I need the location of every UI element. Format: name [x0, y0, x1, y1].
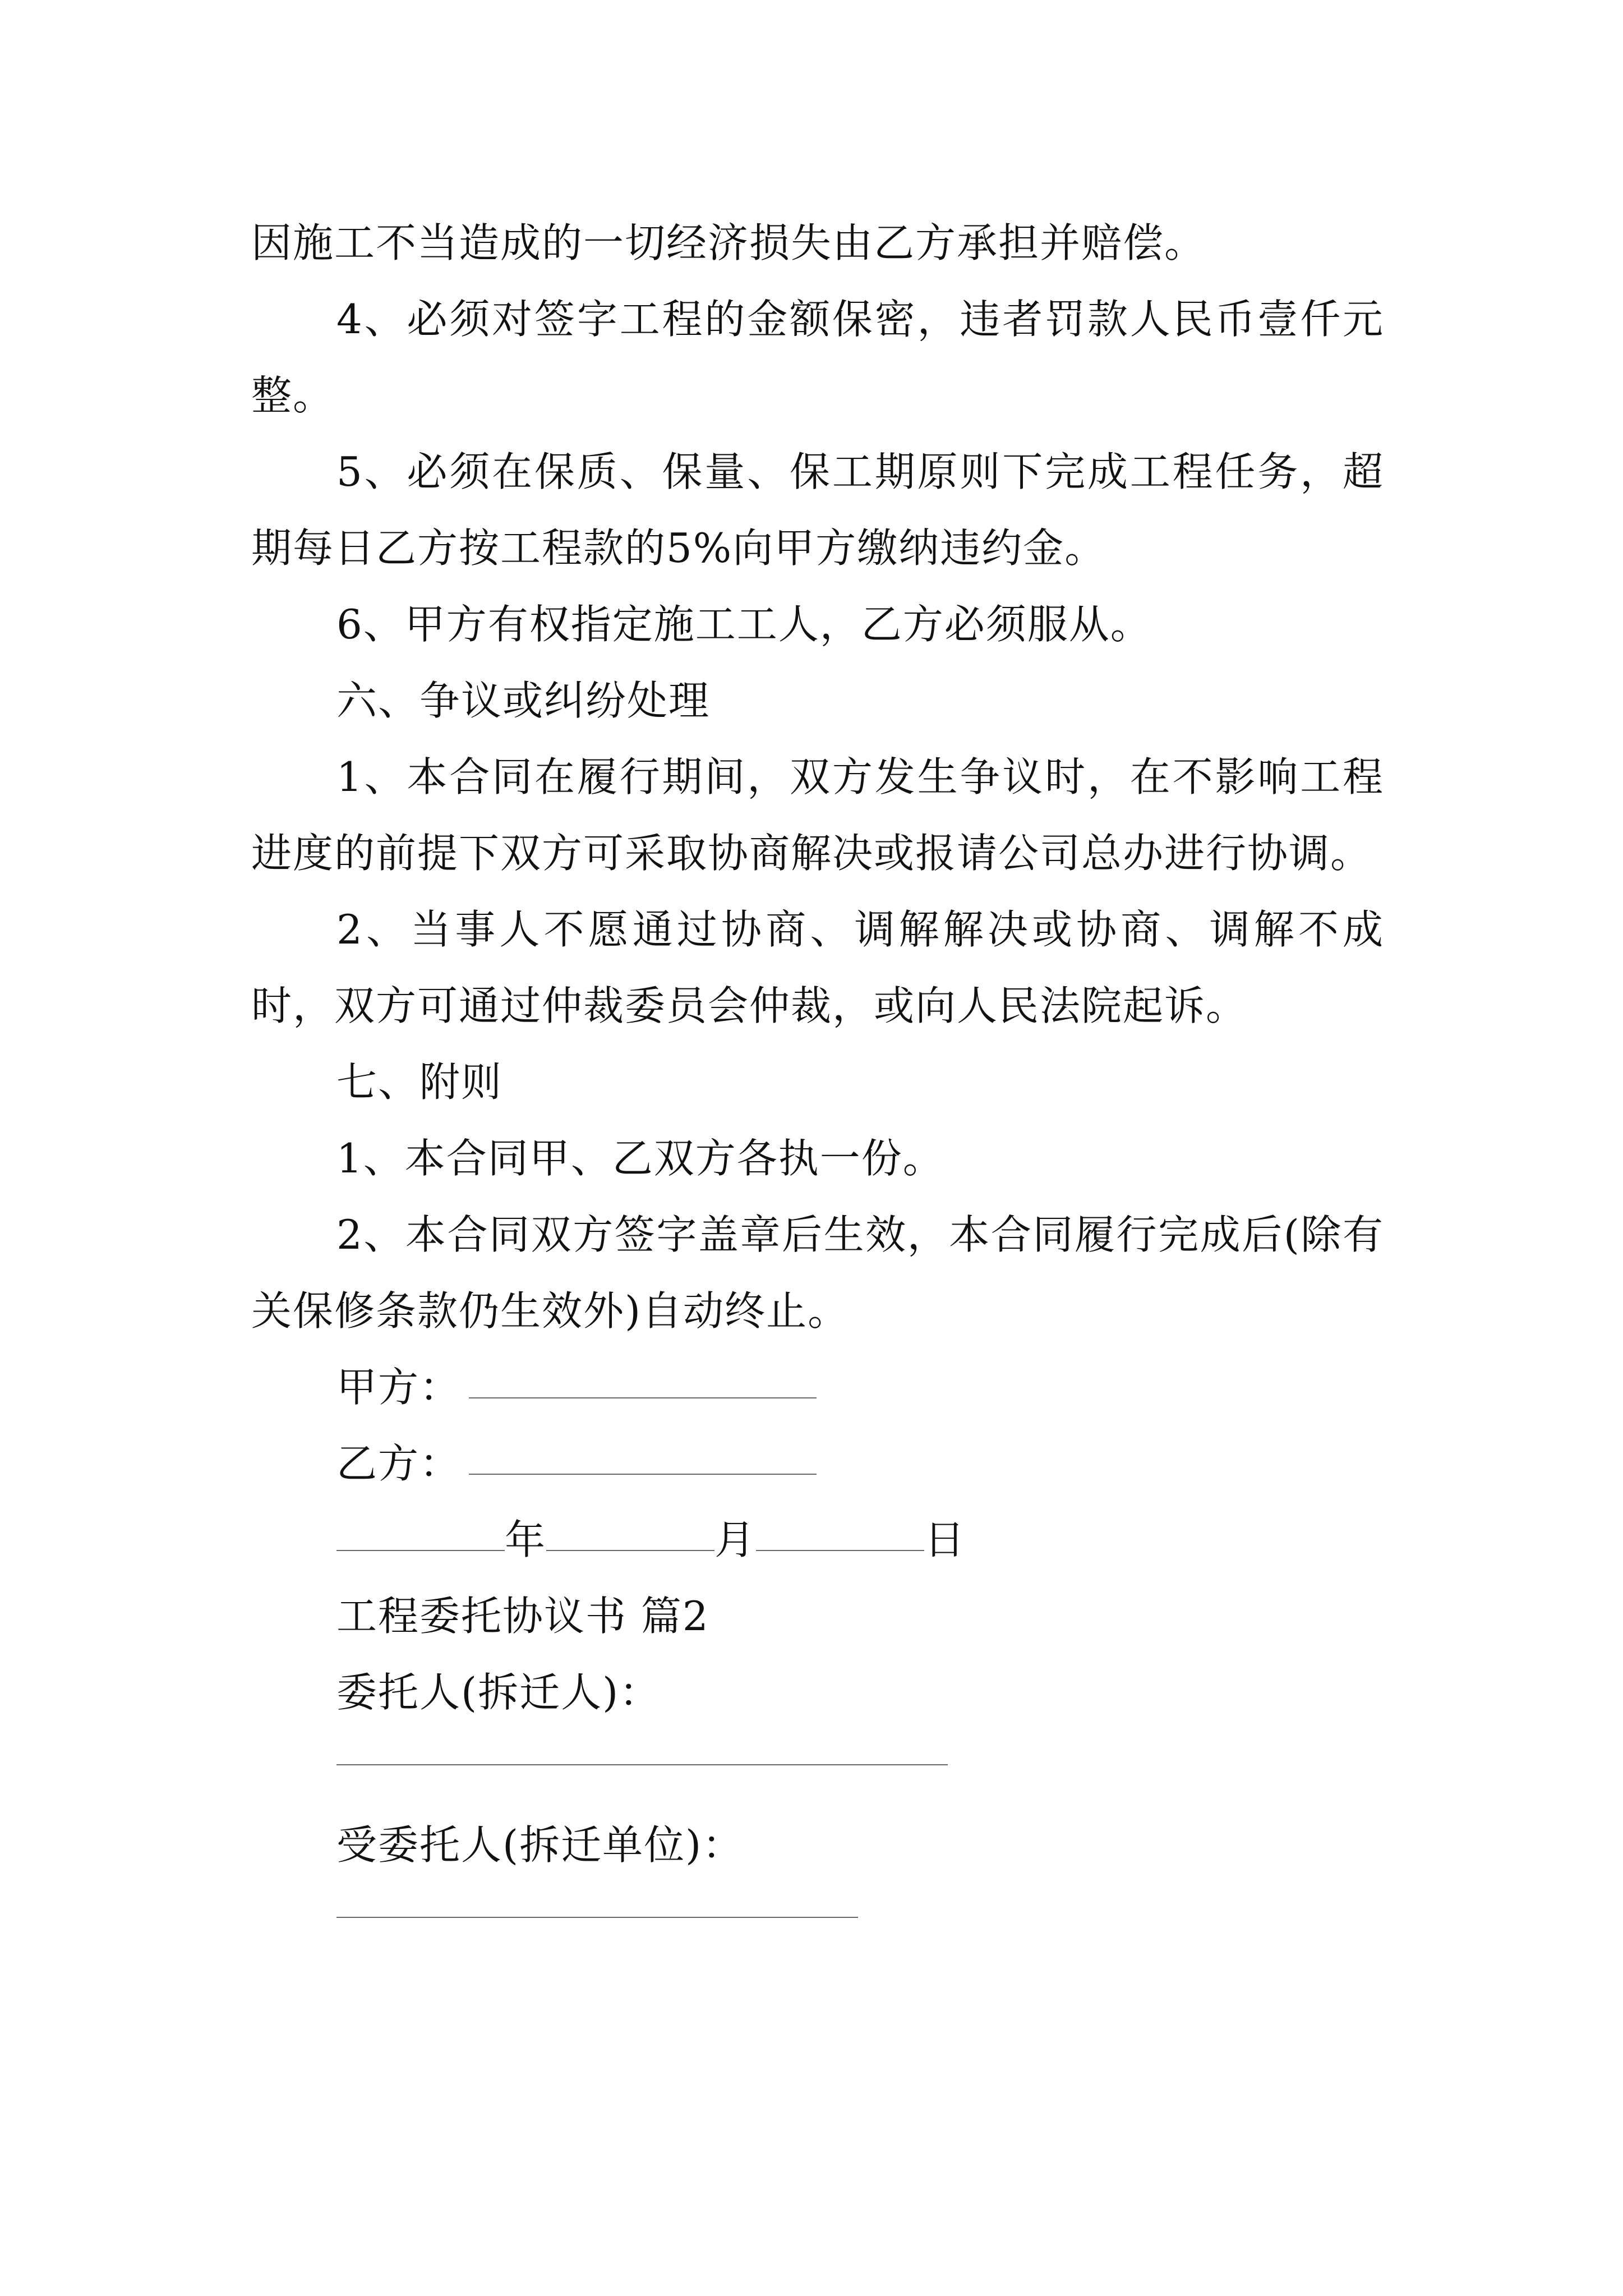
agent-blank [336, 1917, 858, 1918]
year-label: 年 [505, 1516, 547, 1563]
paragraph: 1、本合同甲、乙双方各执一份。 [336, 1135, 944, 1182]
party-a-blank[interactable] [469, 1349, 817, 1398]
year-blank[interactable] [336, 1502, 505, 1551]
party-a-label: 甲方： [336, 1364, 462, 1411]
client-blank [336, 1764, 948, 1765]
document-body [251, 205, 1384, 1959]
day-label: 日 [924, 1516, 966, 1563]
paragraph: 6、甲方有权指定施工工人，乙方必须服从。 [336, 601, 1152, 648]
date-row [251, 1502, 1384, 1578]
agent-signature-line[interactable] [251, 1883, 1384, 1959]
client-signature-line[interactable] [251, 1731, 1384, 1807]
party-b-signature-row [251, 1425, 1384, 1502]
client-label: 委托人(拆迁人)： [336, 1669, 661, 1716]
party-b-blank[interactable] [469, 1425, 817, 1475]
month-blank[interactable] [546, 1502, 714, 1551]
paragraph: 因施工不当造成的一切经济损失由乙方承担并赔偿。 [251, 219, 1206, 266]
agent-label: 受委托人(拆迁单位)： [336, 1821, 744, 1869]
section-heading: 六、争议或纠纷处理 [336, 677, 711, 724]
month-label: 月 [714, 1516, 757, 1563]
party-a-signature-row [251, 1349, 1384, 1425]
section-2-heading: 工程委托协议书 篇2 [336, 1593, 709, 1640]
section-heading: 七、附则 [336, 1059, 503, 1106]
paragraph: 2、本合同双方签字盖章后生效，本合同履行完成后(除有关保修条款仍生效外)自动终止。 [251, 1211, 1384, 1335]
paragraph: 2、当事人不愿通过协商、调解解决或协商、调解不成时，双方可通过仲裁委员会仲裁，或向人民法院起诉。 [251, 906, 1384, 1029]
paragraph: 5、必须在保质、保量、保工期原则下完成工程任务，超期每日乙方按工程款的5%向甲方缴纳违约金。 [251, 448, 1384, 572]
paragraph: 4、必须对签字工程的金额保密，违者罚款人民币壹仟元整。 [251, 296, 1384, 419]
day-blank[interactable] [756, 1502, 924, 1551]
party-b-label: 乙方： [336, 1440, 462, 1487]
paragraph: 1、本合同在履行期间，双方发生争议时，在不影响工程进度的前提下双方可采取协商解决或报请公司总办进行协调。 [251, 753, 1384, 877]
